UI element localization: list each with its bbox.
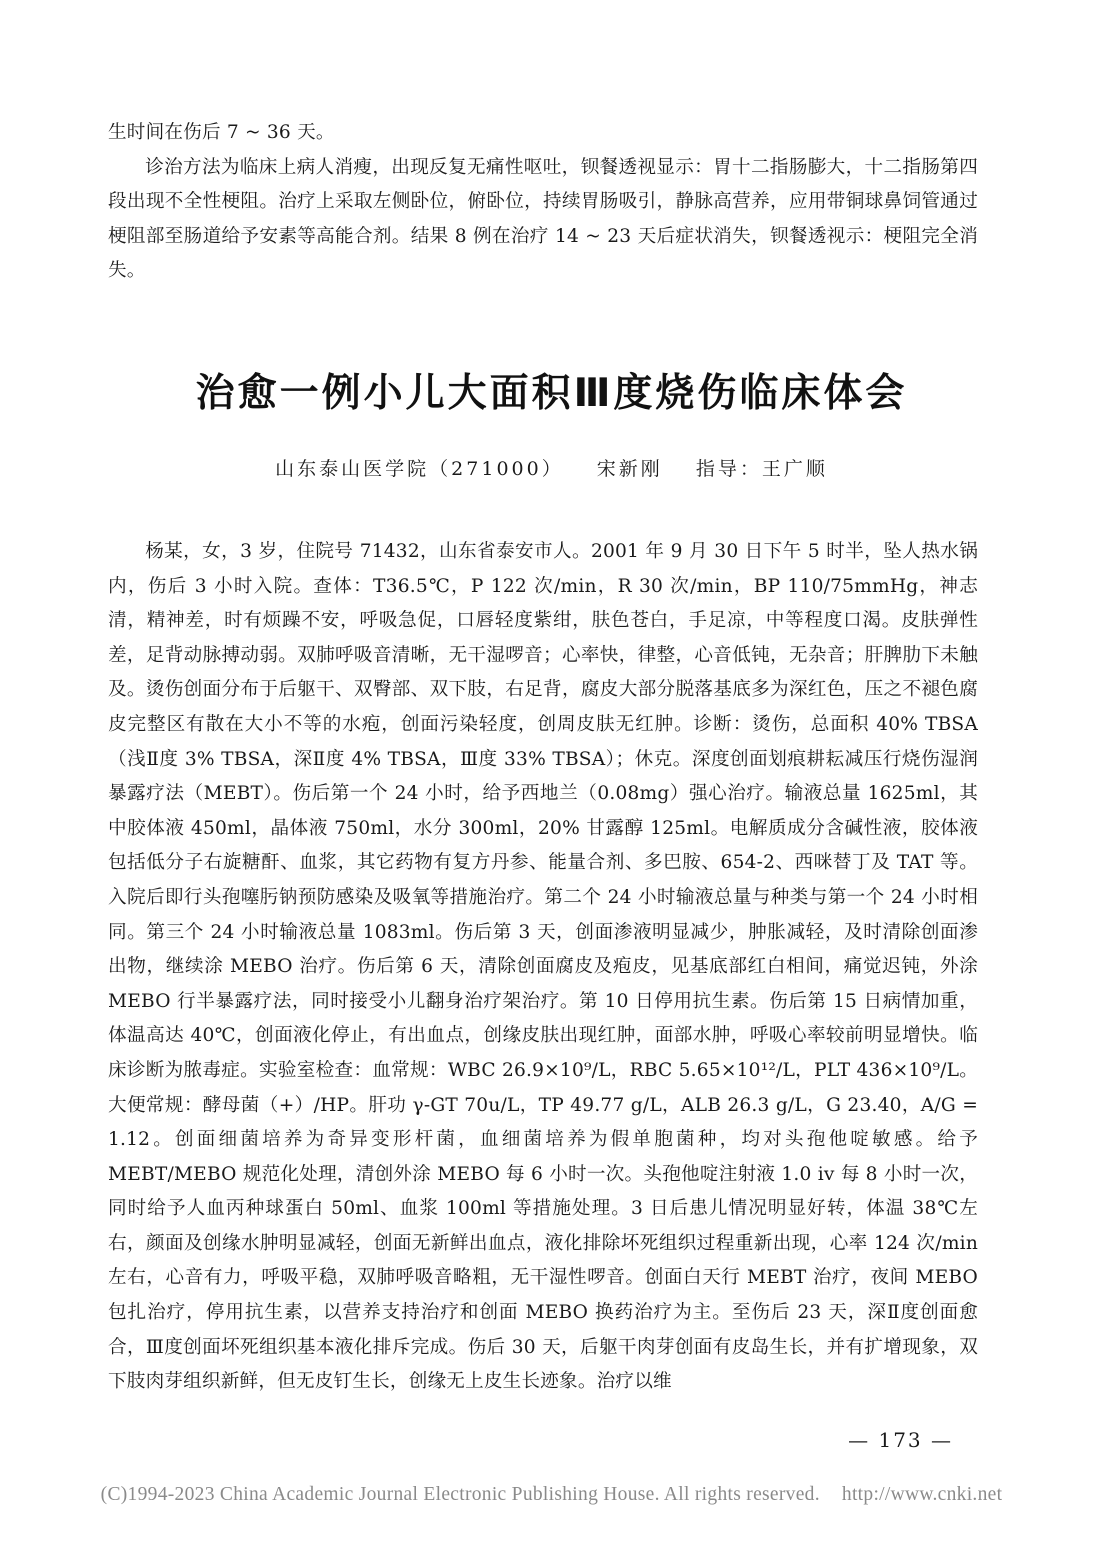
- page-number: — 173 —: [848, 1428, 953, 1452]
- footer-url: http://www.cnki.net: [841, 1484, 1003, 1505]
- advisor-name: 指导：王广顺: [695, 458, 828, 480]
- author-affiliation: 山东泰山医学院（271000）: [275, 458, 564, 480]
- copyright-text: (C)1994-2023 China Academic Journal Electronic Publishing House. All rights reserved.: [100, 1484, 820, 1505]
- article-byline: [0, 454, 1103, 481]
- previous-paragraph-1: 生时间在伤后 7 ~ 36 天。: [108, 122, 335, 143]
- article-body-paragraph: 杨某，女，3 岁，住院号 71432，山东省泰安市人。2001 年 9 月 30 日下午 5 时半，坠人热水锅内，伤后 3 小时入院。查体：T36.5℃，P 122 次/min，R 30 次/min，BP 110/75mmHg，神志清，精神差，时有烦躁不安，呼吸急促，口唇轻度紫绀，肤色苍白，手足凉，中等程度口渴。皮肤弹性差，足背动脉搏动弱。双肺呼吸音清晰，无干湿啰音；心率快，律整，心音低钝，无杂音；肝脾肋下未触及。烫伤创面分布于后躯干、双臀部、双下肢，右足背，腐皮大部分脱落基底多为深红色，压之不褪色腐皮完整区有散在大小不等的水疱，创面污染轻度，创周皮肤无红肿。诊断：烫伤，总面积 40% TBSA（浅Ⅱ度 3% TBSA，深Ⅱ度 4% TBSA，Ⅲ度 33% TBSA）；休克。深度创面划痕耕耘减压行烧伤湿润暴露疗法（MEBT）。伤后第一个 24 小时，给予西地兰（0.08mg）强心治疗。输液总量 1625ml，其中胶体液 450ml，晶体液 750ml，水分 300ml，20% 甘露醇 125ml。电解质成分含碱性液，胶体液包括低分子右旋糖酐、血浆，其它药物有复方丹参、能量合剂、多巴胺、654-2、西咪替丁及 TAT 等。入院后即行头孢噻肟钠预防感染及吸氧等措施治疗。第二个 24 小时输液总量与种类与第一个 24 小时相同。第三个 24 小时输液总量 1083ml。伤后第 3 天，创面渗液明显减少，肿胀减轻，及时清除创面渗出物，继续涂 MEBO 治疗。伤后第 6 天，清除创面腐皮及疱皮，见基底部红白相间，痛觉迟钝，外涂 MEBO 行半暴露疗法，同时接受小儿翻身治疗架治疗。第 10 日停用抗生素。伤后第 15 日病情加重，体温高达 40℃，创面液化停止，有出血点，创缘皮肤出现红肿，面部水肿，呼吸心率较前明显增快。临床诊断为脓毒症。实验室检查：血常规：WBC 26.9×10⁹/L，RBC 5.65×10¹²/L，PLT 436×10⁹/L。大便常规：酵母菌（+）/HP。肝功 γ-GT 70u/L，TP 49.77 g/L，ALB 26.3 g/L，G 23.40，A/G = 1.12。创面细菌培养为奇异变形杆菌，血细菌培养为假单胞菌种，均对头孢他啶敏感。给予 MEBT/MEBO 规范化处理，清创外涂 MEBO 每 6 小时一次。头孢他啶注射液 1.0 iv 每 8 小时一次，同时给予人血丙种球蛋白 50ml、血浆 100ml 等措施处理。3 日后患儿情况明显好转，体温 38℃左右，颜面及创缘水肿明显减轻，创面无新鲜出血点，液化排除坏死组织过程重新出现，心率 124 次/min 左右，心音有力，呼吸平稳，双肺呼吸音略粗，无干湿性啰音。创面白天行 MEBT 治疗，夜间 MEBO 包扎治疗，停用抗生素，以营养支持治疗和创面 MEBO 换药治疗为主。至伤后 23 天，深Ⅱ度创面愈合，Ⅲ度创面坏死组织基本液化排斥完成。伤后 30 天，后躯干肉芽创面有皮岛生长，并有扩增现象，双下肢肉芽组织新鲜，但无皮钉生长，创缘无上皮生长迹象。治疗以维: [108, 541, 978, 1393]
- previous-article-tail: [108, 116, 978, 289]
- copyright-footer: [0, 1484, 1103, 1506]
- author-name: 宋新刚: [596, 458, 663, 480]
- article-title: 治愈一例小儿大面积Ⅲ度烧伤临床体会: [195, 371, 908, 416]
- previous-paragraph-2: 诊治方法为临床上病人消瘦，出现反复无痛性呕吐，钡餐透视显示：胃十二指肠膨大，十二指肠第四段出现不全性梗阻。治疗上采取左侧卧位，俯卧位，持续胃肠吸引，静脉高营养，应用带铜球鼻饲管通过梗阻部至肠道给予安素等高能合剂。结果 8 例在治疗 14 ~ 23 天后症状消失，钡餐透视示：梗阻完全消失。: [108, 156, 978, 282]
- article-body: [108, 535, 978, 1400]
